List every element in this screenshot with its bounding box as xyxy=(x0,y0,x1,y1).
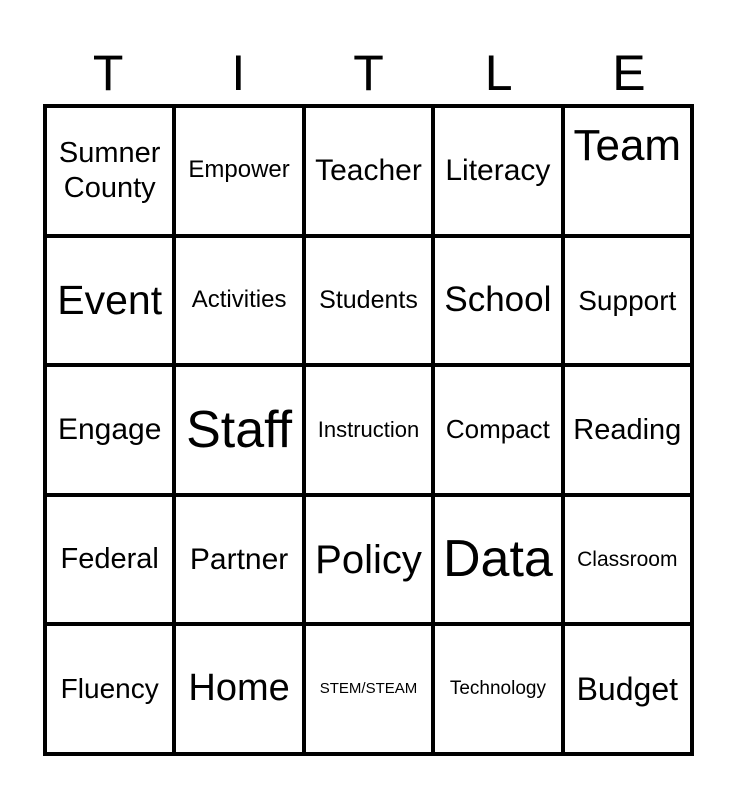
bingo-cell: Event xyxy=(45,236,174,366)
bingo-cell: Literacy xyxy=(433,106,562,236)
bingo-cell: Teacher xyxy=(304,106,433,236)
bingo-cell: Fluency xyxy=(45,624,174,754)
bingo-cell: Empower xyxy=(174,106,303,236)
header-letter-e: E xyxy=(612,45,646,101)
bingo-cell: Activities xyxy=(174,236,303,366)
bingo-cell: Engage xyxy=(45,365,174,495)
bingo-cell: Compact xyxy=(433,365,562,495)
bingo-cell: Reading xyxy=(563,365,692,495)
bingo-grid xyxy=(43,104,694,756)
bingo-cell: Budget xyxy=(563,624,692,754)
bingo-cell: Staff xyxy=(174,365,303,495)
bingo-cell: Sumner County xyxy=(45,106,174,236)
header-letter-l: L xyxy=(484,45,513,101)
header-letter-i: I xyxy=(231,45,246,101)
bingo-header xyxy=(43,42,694,104)
bingo-cell: Technology xyxy=(433,624,562,754)
bingo-cell: Instruction xyxy=(304,365,433,495)
bingo-cell: School xyxy=(433,236,562,366)
header-letter-t2: T xyxy=(353,45,384,101)
bingo-cell: Home xyxy=(174,624,303,754)
header-letter-t: T xyxy=(92,45,124,101)
bingo-cell: Policy xyxy=(304,495,433,625)
bingo-cell: STEM/STEAM xyxy=(304,624,433,754)
bingo-cell: Students xyxy=(304,236,433,366)
bingo-cell: Partner xyxy=(174,495,303,625)
bingo-cell: Federal xyxy=(45,495,174,625)
bingo-cell: Team xyxy=(563,106,692,236)
bingo-cell: Support xyxy=(563,236,692,366)
bingo-cell: Data xyxy=(433,495,562,625)
bingo-cell: Classroom xyxy=(563,495,692,625)
